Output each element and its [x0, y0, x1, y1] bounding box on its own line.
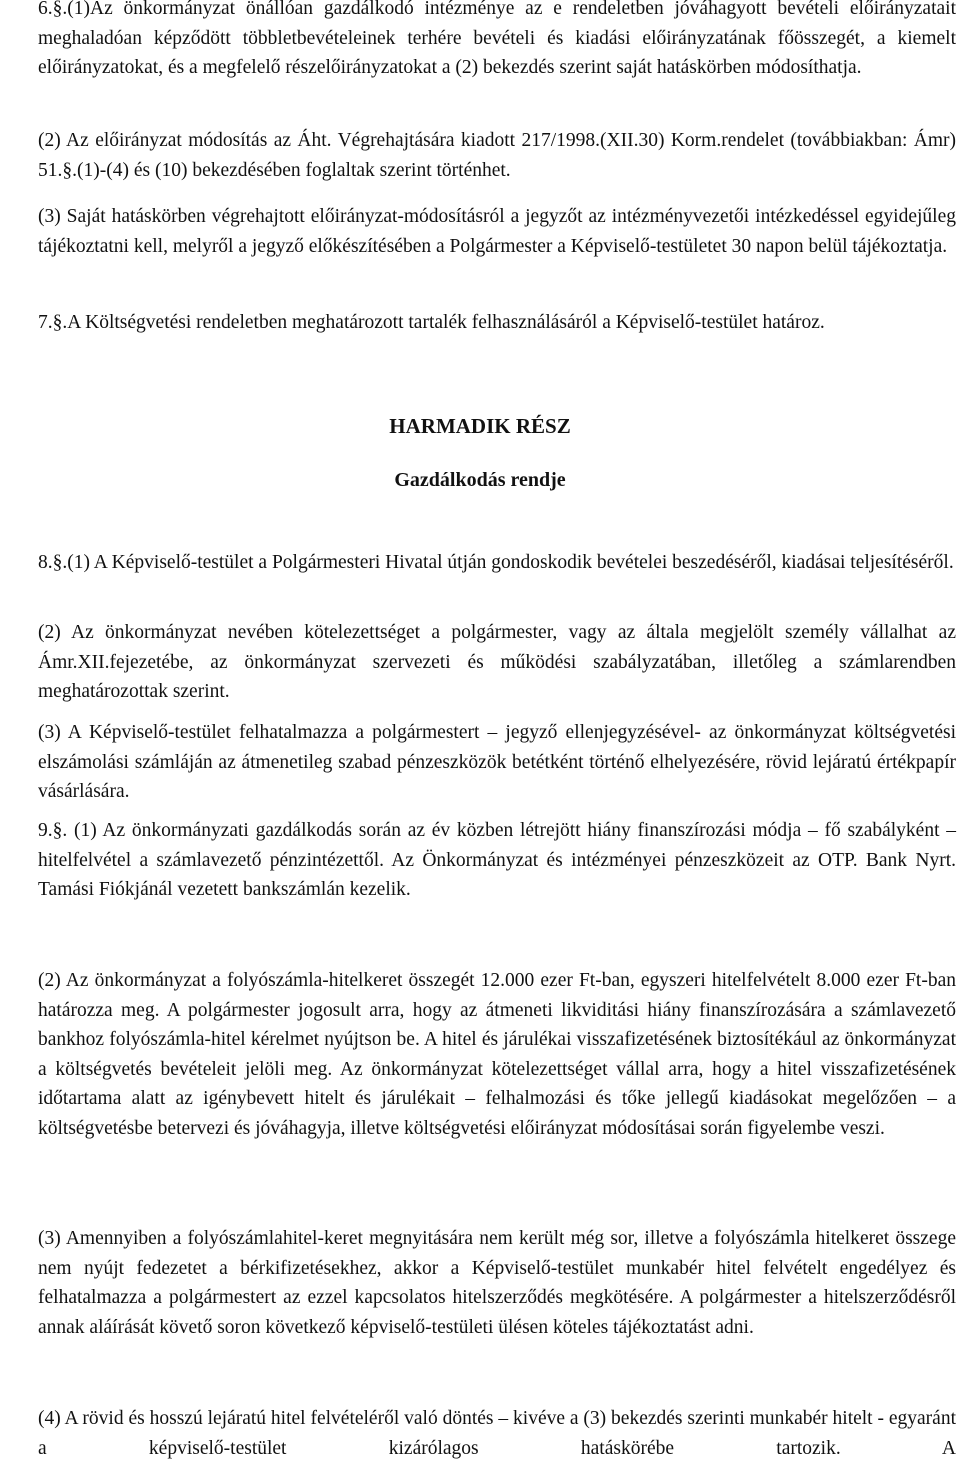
section-6-paragraph-1: 6.§.(1)Az önkormányzat önállóan gazdálkodó intézménye az e rendeletben jóváhagyott bevételi előirányzatait meghaladóan képződött többletbevételeinek terhére bevételi és kiadási előirányzatának főösszegét, a kiemelt előirányzatokat, és a megfelelő részelőirányzatokat a (2) bekezdés szerint saját hatáskörben módosíthatja. [38, 0, 956, 78]
section-8-paragraph-3: (3) A Képviselő-testület felhatalmazza a polgármestert – jegyző ellenjegyzésével- az önkormányzat költségvetési elszámolási számláján az átmenetileg szabad pénzeszközök betétként történő elhelyezésére, rövid lejáratú értékpapír vásárlására. [38, 722, 956, 802]
part-title: HARMADIK RÉSZ [389, 414, 571, 438]
section-8-paragraph-1: 8.§.(1) A Képviselő-testület a Polgármesteri Hivatal útján gondoskodik bevételei beszedéséről, kiadásai teljesítéséről. [38, 552, 954, 573]
section-9-paragraph-3: (3) Amennyiben a folyószámlahitel-keret megnyitására nem került még sor, illetve a folyószámla hitelkeret összege nem nyújt fedezetet a bérkifizetésekhez, akkor a Képviselő-testület munkabér hitel felvételt engedélyez és felhatalmazza a polgármestert az ezzel kapcsolatos hitelszerződés megkötésére. A polgármester a hitelszerződésről annak aláírását követő soron következő képviselő-testületi ülésen köteles tájékoztatást adni. [38, 1228, 956, 1338]
section-9-paragraph-4: (4) A rövid és hosszú lejáratú hitel felvételéről való döntés – kivéve a (3) bekezdés szerinti munkabér hitelt - egyaránt a képviselő-testület kizárólagos hatáskörébe tartozik. A [38, 1408, 956, 1459]
section-6-paragraph-3: (3) Saját hatáskörben végrehajtott előirányzat-módosításról a jegyzőt az intézményvezetői intézkedéssel egyidejűleg tájékoztatni kell, melyről a jegyző előkészítésében a Polgármester a Képviselő-testületet 30 napon belül tájékoztatja. [38, 206, 956, 257]
section-9-paragraph-2: (2) Az önkormányzat a folyószámla-hitelkeret összegét 12.000 ezer Ft-ban, egyszeri hitelfelvételt 8.000 ezer Ft-ban határozza meg. A polgármester jogosult arra, hogy az átmeneti likviditási hiány finanszírozására a számlavezető bankhoz folyószámla-hitel kérelmet nyújtson be. A hitel és járulékai visszafizetésének biztosítékául az önkormányzat a költségvetés bevételeit jelöli meg. Az önkormányzat kötelezettséget vállal arra, hogy a hitel visszafizetésének időtartama alatt az igénybevett hitelt és járulékait – felhalmozási és tőke jellegű kiadásokat megelőzően – a költségvetésbe betervezi és jóváhagyja, illetve költségvetési előirányzat módosításai során figyelembe veszi. [38, 970, 956, 1139]
part-subtitle: Gazdálkodás rendje [394, 469, 566, 491]
section-9-paragraph-1: 9.§. (1) Az önkormányzati gazdálkodás során az év közben létrejött hiány finanszírozási módja – fő szabályként – hitelfelvétel a számlavezető pénzintézettől. Az Önkormányzat és intézményei pénzeszközeit az OTP. Bank Nyrt. Tamási Fiókjánál vezetett bankszámlán kezelik. [38, 820, 956, 900]
section-8-paragraph-2: (2) Az önkormányzat nevében kötelezettséget a polgármester, vagy az általa megjelölt személy vállalhat az Ámr.XII.fejezetébe, az önkormányzat szervezeti és működési szabályzatában, illetőleg a számlarendben meghatározottak szerint. [38, 622, 956, 702]
section-7-paragraph: 7.§.A Költségvetési rendeletben meghatározott tartalék felhasználásáról a Képviselő-testület határoz. [38, 312, 825, 333]
section-6-paragraph-2: (2) Az előirányzat módosítás az Áht. Végrehajtására kiadott 217/1998.(XII.30) Korm.rendelet (továbbiakban: Ámr) 51.§.(1)-(4) és (10) bekezdésében foglaltak szerint történhet. [38, 130, 956, 181]
